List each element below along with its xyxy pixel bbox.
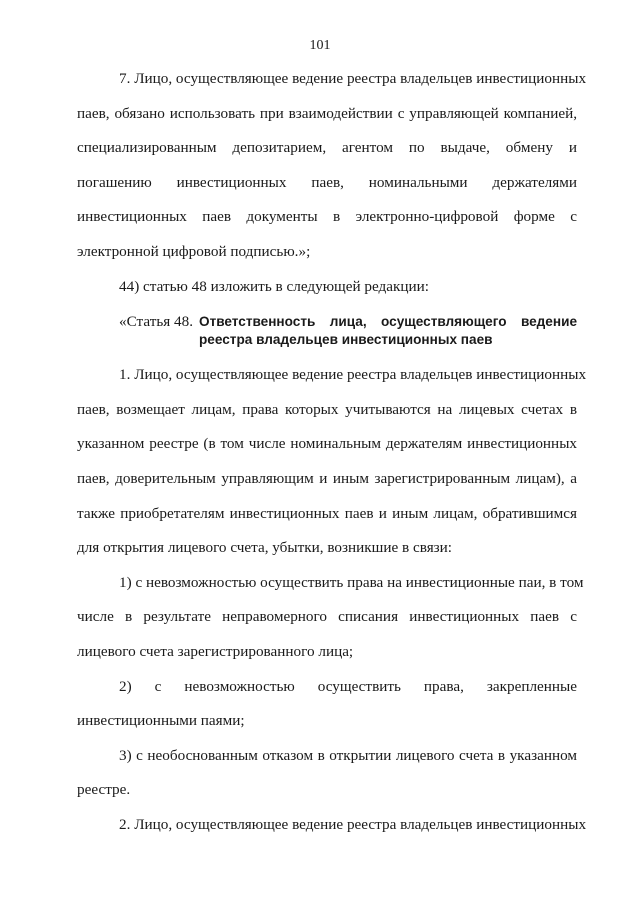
text-line: 1) с невозможностью осуществить права на инвестиционные паи, в том	[119, 573, 584, 591]
text-line: также приобретателям инвестиционных паев и иным лицам, обратившимся	[77, 504, 577, 522]
text-line: 7. Лицо, осуществляющее ведение реестра владельцев инвестиционных	[119, 70, 587, 87]
text-line: 44) статью 48 изложить в следующей редакции:	[119, 277, 429, 295]
page-number: 101	[309, 38, 331, 53]
text-line: паев, возмещает лицам, права которых учитываются на лицевых счетах в	[77, 400, 577, 418]
article-label: «Статья 48.	[119, 313, 194, 331]
subitem-3	[77, 739, 577, 808]
text-line: 2) с невозможностью осуществить права, закрепленные	[119, 677, 577, 695]
text-line: погашению инвестиционных паев, номинальными держателями	[77, 173, 577, 191]
text-line: паев, обязано использовать при взаимодействии с управляющей компанией,	[77, 104, 577, 122]
paragraph-7	[77, 62, 587, 270]
text-line: электронной цифровой подписью.»;	[77, 242, 311, 260]
text-line: для открытия лицевого счета, убытки, возникшие в связи:	[77, 539, 453, 557]
text-line: специализированным депозитарием, агентом по выдаче, обмену и	[77, 139, 577, 157]
item-44	[77, 270, 577, 305]
text-line: 2. Лицо, осуществляющее ведение реестра владельцев инвестиционных	[119, 815, 587, 833]
text-line: числе в результате неправомерного списания инвестиционных паев с	[77, 608, 577, 626]
article-heading	[77, 313, 577, 348]
article-title	[199, 313, 577, 348]
text-line: реестре.	[77, 781, 131, 799]
text-line: указанном реестре (в том числе номинальным держателям инвестиционных	[77, 435, 577, 453]
text-line: 1. Лицо, осуществляющее ведение реестра владельцев инвестиционных	[119, 366, 587, 384]
text-line: паев, доверительным управляющим и иным зарегистрированным лицам), а	[77, 469, 577, 487]
subitem-2	[77, 670, 577, 739]
article-title-line: Ответственность лица, осуществляющего ведение	[199, 314, 577, 330]
text-line: инвестиционных паев документы в электронно-цифровой форме с	[77, 208, 577, 226]
document-body	[77, 62, 587, 842]
text-line: лицевого счета зарегистрированного лица;	[77, 642, 354, 660]
article-title-line: реестра владельцев инвестиционных паев	[199, 331, 493, 347]
text-line: инвестиционными паями;	[77, 712, 245, 730]
subitem-1	[77, 566, 584, 670]
text-line: 3) с необоснованным отказом в открытии лицевого счета в указанном	[119, 746, 577, 764]
paragraph-2	[77, 808, 587, 843]
paragraph-1	[77, 358, 587, 566]
